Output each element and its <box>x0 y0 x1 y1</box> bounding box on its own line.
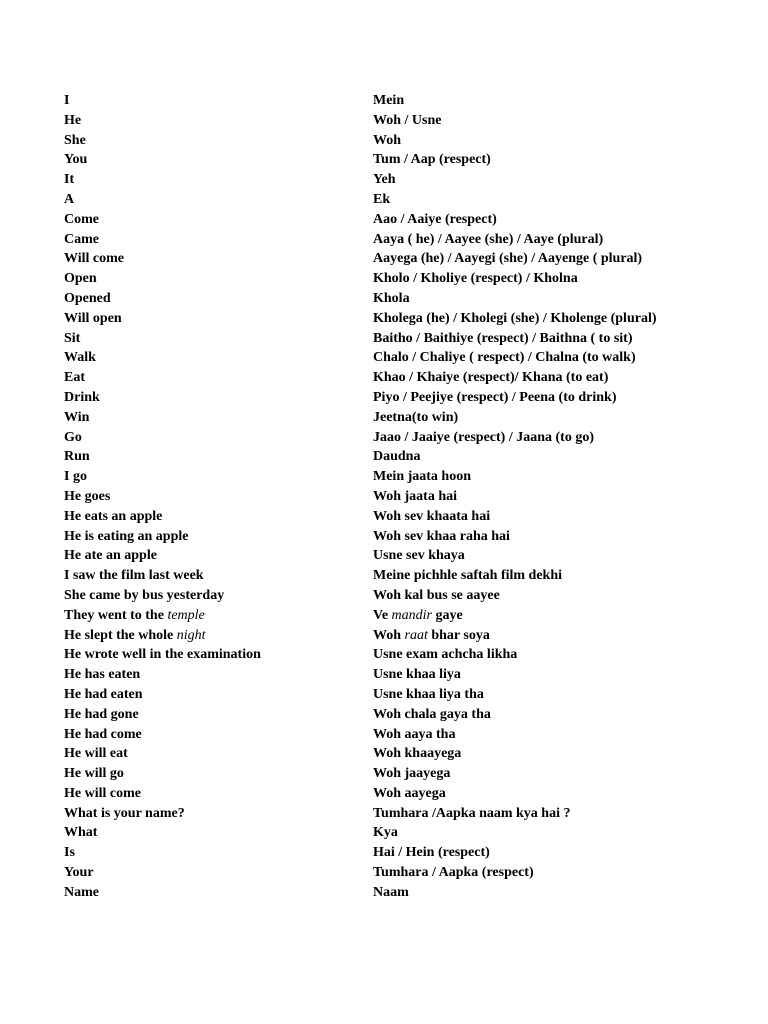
hindi-translation: Kholega (he) / Kholegi (she) / Kholenge (plural) <box>373 310 657 326</box>
hindi-translation: Aayega (he) / Aayegi (she) / Aayenge ( plural) <box>373 251 643 267</box>
hindi-phrase-text: Ve <box>373 607 392 623</box>
hindi-translation: Meine pichhle saftah film dekhi <box>373 568 563 584</box>
english-phrase: I <box>64 93 70 108</box>
vocab-row <box>0 606 768 626</box>
vocab-row <box>0 863 768 883</box>
english-phrase: What <box>64 825 98 841</box>
vocab-row <box>0 190 768 210</box>
english-phrase: Come <box>64 211 99 227</box>
hindi-translation: Woh sev khaa raha hai <box>373 528 510 544</box>
english-phrase: I go <box>64 469 87 485</box>
vocab-row <box>0 289 768 309</box>
hindi-translation: Jaao / Jaaiye (respect) / Jaana (to go) <box>373 429 594 445</box>
english-phrase: Run <box>64 449 90 465</box>
english-phrase: Walk <box>64 350 96 366</box>
hindi-translation: Woh <box>373 132 402 148</box>
english-phrase: He had come <box>64 726 142 742</box>
english-phrase <box>64 606 205 626</box>
english-phrase: Will come <box>64 251 125 267</box>
hindi-translation: Woh / Usne <box>373 112 442 128</box>
english-phrase: He ate an apple <box>64 548 157 564</box>
hindi-translation: Woh kal bus se aayee <box>373 587 500 603</box>
english-phrase: He had gone <box>64 706 139 722</box>
vocab-row <box>0 150 768 170</box>
hindi-translation: Ek <box>373 191 391 207</box>
vocab-row <box>0 388 768 408</box>
english-phrase: Is <box>64 845 75 861</box>
hindi-translation: Jeetna(to win) <box>373 409 459 425</box>
hindi-translation: Naam <box>373 884 409 900</box>
hindi-translation: Woh aaya tha <box>373 726 456 742</box>
vocab-row <box>0 428 768 448</box>
hindi-translation: Woh jaayega <box>373 766 451 782</box>
hindi-translation: Woh aayega <box>373 785 446 801</box>
vocab-row <box>0 507 768 527</box>
hindi-translation: Aaya ( he) / Aayee (she) / Aaye (plural) <box>373 231 604 247</box>
vocab-row <box>0 744 768 764</box>
hindi-phrase-text: Woh <box>373 627 405 643</box>
vocab-row <box>0 447 768 467</box>
vocab-row <box>0 665 768 685</box>
english-phrase: Win <box>64 409 90 425</box>
vocab-row <box>0 823 768 843</box>
english-phrase: He will come <box>64 785 141 801</box>
hindi-translation: Piyo / Peejiye (respect) / Peena (to drink) <box>373 389 617 405</box>
hindi-translation: Woh sev khaata hai <box>373 508 491 524</box>
vocab-row <box>0 368 768 388</box>
english-phrase: Sit <box>64 330 81 346</box>
vocab-row <box>0 111 768 131</box>
english-phrase: He will eat <box>64 746 128 762</box>
emphasized-word: night <box>176 627 206 643</box>
hindi-translation: Tum / Aap (respect) <box>373 152 491 168</box>
hindi-translation: Tumhara / Aapka (respect) <box>373 865 534 881</box>
hindi-translation: Khao / Khaiye (respect)/ Khana (to eat) <box>373 370 609 386</box>
vocab-row <box>0 210 768 230</box>
vocab-row <box>0 784 768 804</box>
vocab-row <box>0 546 768 566</box>
english-phrase: What is your name? <box>64 805 185 821</box>
hindi-translation: Usne exam achcha likha <box>373 647 518 663</box>
english-phrase <box>64 626 206 646</box>
english-phrase: He had eaten <box>64 686 143 702</box>
english-phrase: He goes <box>64 488 111 504</box>
vocab-row <box>0 487 768 507</box>
vocab-row <box>0 131 768 151</box>
hindi-phrase-text: gaye <box>432 607 463 623</box>
vocab-row <box>0 843 768 863</box>
vocab-row <box>0 91 768 111</box>
english-phrase: She came by bus yesterday <box>64 587 225 603</box>
hindi-translation: Usne khaa liya tha <box>373 686 484 702</box>
vocab-row <box>0 705 768 725</box>
english-phrase: He wrote well in the examination <box>64 647 261 663</box>
vocab-row <box>0 230 768 250</box>
english-phrase: Go <box>64 429 82 445</box>
hindi-translation: Kholo / Kholiye (respect) / Kholna <box>373 271 578 287</box>
vocabulary-list <box>0 91 768 903</box>
english-phrase: A <box>64 191 75 207</box>
hindi-translation: Mein jaata hoon <box>373 469 471 485</box>
vocab-row <box>0 626 768 646</box>
vocab-row <box>0 804 768 824</box>
hindi-phrase-text: bhar soya <box>427 627 490 643</box>
english-phrase: She <box>64 132 86 148</box>
vocab-row <box>0 309 768 329</box>
hindi-translation: Woh chala gaya tha <box>373 706 491 722</box>
hindi-translation <box>373 626 490 646</box>
hindi-translation: Hai / Hein (respect) <box>373 845 490 861</box>
english-phrase: You <box>64 152 88 168</box>
english-phrase: I saw the film last week <box>64 568 204 584</box>
hindi-translation: Yeh <box>373 172 396 188</box>
english-phrase: He has eaten <box>64 667 141 683</box>
vocab-row <box>0 269 768 289</box>
emphasized-word: mandir <box>391 607 432 623</box>
hindi-translation: Daudna <box>373 449 421 465</box>
hindi-translation: Usne sev khaya <box>373 548 465 564</box>
english-phrase: He eats an apple <box>64 508 163 524</box>
emphasized-word: raat <box>404 627 428 643</box>
english-phrase: Eat <box>64 370 85 386</box>
vocab-row <box>0 725 768 745</box>
hindi-translation: Tumhara /Aapka naam kya hai ? <box>373 805 571 821</box>
vocab-row <box>0 586 768 606</box>
english-phrase: Opened <box>64 290 111 306</box>
english-phrase-text: He slept the whole <box>64 627 177 643</box>
vocab-row <box>0 764 768 784</box>
vocab-row <box>0 329 768 349</box>
hindi-translation: Aao / Aaiye (respect) <box>373 211 497 227</box>
vocab-row <box>0 170 768 190</box>
english-phrase-text: They went to the <box>64 607 168 623</box>
hindi-translation: Khola <box>373 290 410 306</box>
hindi-translation: Woh jaata hai <box>373 488 458 504</box>
hindi-translation: Chalo / Chaliye ( respect) / Chalna (to walk) <box>373 350 636 366</box>
vocab-row <box>0 883 768 903</box>
english-phrase: Drink <box>64 389 100 405</box>
vocab-row <box>0 408 768 428</box>
english-phrase: It <box>64 172 75 188</box>
english-phrase: He is eating an apple <box>64 528 189 544</box>
hindi-translation: Mein <box>373 93 405 108</box>
vocab-row <box>0 645 768 665</box>
hindi-translation <box>373 606 463 626</box>
vocab-row <box>0 249 768 269</box>
english-phrase: He will go <box>64 766 124 782</box>
hindi-translation: Baitho / Baithiye (respect) / Baithna ( to sit) <box>373 330 633 346</box>
english-phrase: He <box>64 112 82 128</box>
vocab-row <box>0 467 768 487</box>
hindi-translation: Usne khaa liya <box>373 667 461 683</box>
hindi-translation: Woh khaayega <box>373 746 462 762</box>
vocab-row <box>0 685 768 705</box>
english-phrase: Will open <box>64 310 122 326</box>
english-phrase: Open <box>64 271 97 287</box>
english-phrase: Came <box>64 231 99 247</box>
emphasized-word: temple <box>167 607 205 623</box>
english-phrase: Name <box>64 884 99 900</box>
hindi-translation: Kya <box>373 825 398 841</box>
vocab-row <box>0 566 768 586</box>
vocab-row <box>0 348 768 368</box>
english-phrase: Your <box>64 865 94 881</box>
vocab-row <box>0 527 768 547</box>
